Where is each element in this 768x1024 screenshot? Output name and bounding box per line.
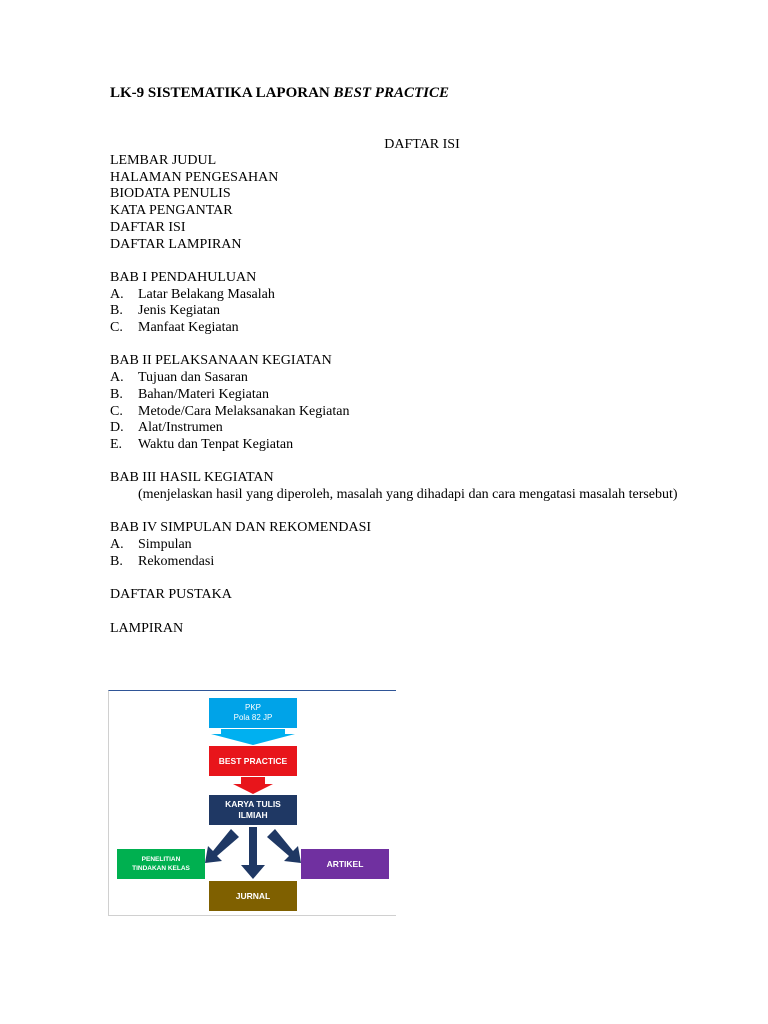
arrow-karya-to-artikel <box>267 829 301 863</box>
item-letter: B. <box>110 303 123 319</box>
section-bab-3 <box>110 470 695 503</box>
section-items <box>110 370 695 454</box>
title-prefix: LK-9 SISTEMATIKA LAPORAN <box>110 85 334 101</box>
section-heading: DAFTAR PUSTAKA <box>110 587 232 603</box>
section-heading: BAB II PELAKSANAAN KEGIATAN <box>110 353 332 369</box>
ptk-label-line2: TINDAKAN KELAS <box>132 865 190 872</box>
jurnal-box <box>209 881 297 911</box>
front-matter-item: BIODATA PENULIS <box>110 186 231 202</box>
artikel-label: ARTIKEL <box>326 859 364 869</box>
list-item <box>110 387 695 404</box>
section-items <box>110 287 695 337</box>
pkp-box <box>209 698 297 728</box>
front-matter-item: DAFTAR LAMPIRAN <box>110 236 242 252</box>
section-heading: BAB I PENDAHULUAN <box>110 269 257 285</box>
section-bab-1 <box>110 270 695 337</box>
penelitian-tindakan-kelas-box <box>117 849 205 879</box>
front-matter-item: DAFTAR ISI <box>110 219 186 235</box>
section-description: (menjelaskan hasil yang diperoleh, masalah yang dihadapi dan cara mengatasi masalah tersebut) <box>138 487 678 503</box>
best-practice-label: BEST PRACTICE <box>218 756 288 766</box>
front-matter-list <box>110 153 695 253</box>
toc-content <box>110 153 695 654</box>
jurnal-label: JURNAL <box>235 891 271 901</box>
karya-label-line2: ILMIAH <box>238 810 268 820</box>
artikel-box <box>301 849 389 879</box>
pkp-label: PKP <box>244 703 261 712</box>
arrow-pkp-to-best-practice <box>211 729 295 745</box>
front-matter-item: KATA PENGANTAR <box>110 203 233 219</box>
list-item <box>110 287 695 304</box>
document-title <box>110 85 449 102</box>
item-letter: A. <box>110 370 124 386</box>
toc-heading: DAFTAR ISI <box>384 137 460 152</box>
arrow-best-practice-to-karya <box>233 777 273 794</box>
item-letter: A. <box>110 537 124 553</box>
title-italic: BEST PRACTICE <box>333 85 449 101</box>
list-item <box>110 303 695 320</box>
item-letter: D. <box>110 420 124 436</box>
flow-diagram <box>108 690 396 916</box>
item-text: Rekomendasi <box>138 553 215 569</box>
item-letter: B. <box>110 386 123 402</box>
section-daftar-pustaka <box>110 587 695 604</box>
item-letter: C. <box>110 320 123 336</box>
best-practice-box <box>209 746 297 776</box>
list-item <box>110 537 695 554</box>
item-text: Alat/Instrumen <box>138 420 223 436</box>
item-letter: E. <box>110 436 123 452</box>
item-letter: C. <box>110 403 123 419</box>
ptk-label-line1: PENELITIAN <box>141 856 181 863</box>
item-letter: B. <box>110 553 123 569</box>
pkp-sublabel: Pola 82 JP <box>233 713 273 722</box>
list-item <box>110 370 695 387</box>
item-text: Bahan/Materi Kegiatan <box>138 386 270 402</box>
karya-tulis-ilmiah-box <box>209 795 297 825</box>
item-text: Tujuan dan Sasaran <box>138 370 248 386</box>
front-matter-item: HALAMAN PENGESAHAN <box>110 169 279 185</box>
section-heading: BAB III HASIL KEGIATAN <box>110 470 274 486</box>
list-item <box>110 420 695 437</box>
item-text: Latar Belakang Masalah <box>138 286 275 302</box>
item-text: Simpulan <box>138 537 192 553</box>
front-matter-item: LEMBAR JUDUL <box>110 153 217 168</box>
section-bab-4 <box>110 520 695 570</box>
list-item <box>110 320 695 337</box>
item-text: Manfaat Kegiatan <box>138 320 239 336</box>
list-item <box>110 437 695 454</box>
section-lampiran <box>110 621 695 638</box>
section-bab-2 <box>110 353 695 453</box>
item-text: Waktu dan Tenpat Kegiatan <box>138 436 294 452</box>
item-letter: A. <box>110 286 124 302</box>
arrow-karya-to-jurnal <box>241 827 265 879</box>
karya-label-line1: KARYA TULIS <box>225 799 281 809</box>
section-heading: BAB IV SIMPULAN DAN REKOMENDASI <box>110 520 372 536</box>
arrow-karya-to-ptk <box>205 829 239 863</box>
item-text: Jenis Kegiatan <box>138 303 221 319</box>
list-item <box>110 404 695 421</box>
list-item <box>110 554 695 571</box>
section-items <box>110 537 695 570</box>
section-heading: LAMPIRAN <box>110 620 184 636</box>
item-text: Metode/Cara Melaksanakan Kegiatan <box>138 403 350 419</box>
